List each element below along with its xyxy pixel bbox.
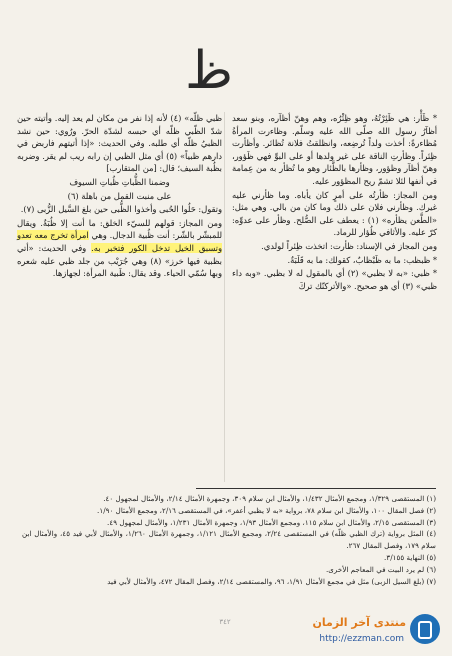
column-divider (224, 112, 225, 482)
footnotes (22, 493, 436, 587)
entry-zuba-majaz (17, 217, 222, 280)
hadith-text: وفي الحديث: «أتي بظبية فيها خرز» (٨) وهي جُرَيْب من جلد ظبي عليه شعره وبها سُمّي الحياء. وقد يقال: ظَبية المرأة: لجهازها. (17, 242, 222, 279)
footnote-6: (٦) لم يرد البيت في المعاجم الأخرى. (326, 564, 436, 574)
entry-zabzab: * ظبظب: ما به ظَبْظابٌ، كقولك: ما به قَلَبَةٌ. (287, 254, 437, 265)
left-column (17, 112, 222, 281)
watermark-title: منتدى آخر الزمان (312, 616, 406, 629)
section-heading-letter: ظ (184, 41, 234, 101)
footnote-5: (٥) النهاية ٣/١٥٥. (384, 552, 436, 562)
entry-zaar-isnad: ومن المجاز في الإسناد: ظأرت: اتخذت ظِئراً لولدي. (261, 240, 437, 251)
footnote-4: (٤) المثل برواية (ترك الظبي ظلّه) في المستقصى ٢/٢٤، ومجمع الأمثال ١/١٢١، وجمهرة الأمثال ١/٢٦٠، والأمثال لأبي فيد ٤٥، والأمثال ابن سلام ١٧٩، وفصل المقال ٢٦٧. (22, 529, 436, 551)
entry-zabi: * ظبي: «به لا بظبي» (٢) أي بالمقول له لا بظبي. «وبه داء ظبي» (٣) أي هو صحيح. «والأتركنّك تركَ (232, 268, 437, 291)
footnote-7: (٧) (بلغ السيل الزبى) مثل في مجمع الأمثال ١/٩١، ٩٦، والمستقصى ٢/١٤، وفصل المقال ٤٧٢، والأمثال لأبي فيد (107, 576, 436, 586)
watermark-url[interactable]: http://ezzman.com (319, 634, 404, 644)
footnote-2: (٢) فصل المقال ١٠٠، والأمثال ابن سلام ٧٨، برواية «به لا يظبي أعفر»، في المستقصى ٢/١٦، ومجمع الأمثال ١/٩٠. (97, 505, 436, 515)
footnote-1: (١) المستقصى ١/٣٢٩، ومجمع الأمثال ١/٤٣٢، والأمثال ابن سلام ٣٠٩، وجمهرة الأمثال ٢/١٤، والأمثال لمجهول ٤٠. (103, 494, 436, 503)
entry-zabi-continued: ظبي ظلّه» (٤) لأنه إذا نفر من مكان لم يعد إليه. وأتيته حين شدّ الظّبي ظلّه أي حبسه لشدّة الحرّ. ورُوي: حين نشد الظبيُ ظلّه أي طلبه. وفي الحديث: «إذا أتيتهم فاربض في دارهم ظبياً» (٥) أي مثل الظبي إن رابه ريب لم يقر. وضربه بظُبة السيف؛ قال: [من المتقارب] (17, 113, 222, 174)
forum-logo-icon (410, 614, 440, 644)
footnote-rule (196, 488, 436, 489)
highlighted-passage: امرأة تخرج معه تعدو وتسبق الخيل تدخل الكور فتخبر به. (17, 230, 222, 253)
page-number: ٣٤٢ (219, 618, 231, 626)
entry-zaar: * ظَأْر: هي ظَئِرْتُهُ، وهو ظِئْرُه، وهم وهنّ أظآره، وبنو سعد أظآرُ رسول الله صلّى الله عليه وسلّم. وظاءرت المرأةُ مُظاءرةً: أخذت ولداً تُرضِعه، وانظلقتُ فلانة تُظائر. وأظأرت ظِئراً. وظأرتِ الناقة على غير ولدها أو على البوِّ فهي ظَؤور، وهنّ أظآر وظؤور، وظأرها بالظَّئار وهو ما تُظأر به من عِمامة في أنفها لئلا تشمّ ريح المظؤور عليه. (232, 113, 437, 186)
entry-zaar-majaz: ومن المجاز: ظأرتُه على أمرٍ كان يأباه. وما ظأرني عليه غيرك. وظأرني فلان على ذلك وما كان من بالي. وهي مثل: «الطَّعن يظأره» (١) : يعطف على الصُّلح. وظأر على عدوِّه: كرّ عليه. والأثافي ظُؤار للرماد. (232, 189, 438, 238)
majaz-text: ومن المجاز: قولهم للسيّء الخلق: ما أنت إلا ظُبَةٌ. ويقال للمبشّر بالشّر: أنت ظُبية الدجال. وهي (17, 217, 222, 241)
verse-line-2: على منبت القمل من باهلة (٦) (67, 190, 172, 201)
footnote-3: (٣) المستقصى ٢/١٥، والأمثال ابن سلام ١١٥، ومجمع الأمثال ١/٩٣، وجمهرة الأمثال ١/٢٣١، والأمثال لمجهول ٤٩. (107, 517, 436, 527)
verse-line-1: وضمنا الظُّباتِ ظُباتِ السيوف (69, 176, 170, 187)
forum-watermark[interactable] (300, 612, 440, 652)
right-column (232, 112, 437, 293)
entry-zuba-proverb: وتقول: حَلُوا الحُبى وأخذوا الظُّبى حين بلغ السَّيل الزُّبى (٧). (20, 204, 222, 215)
